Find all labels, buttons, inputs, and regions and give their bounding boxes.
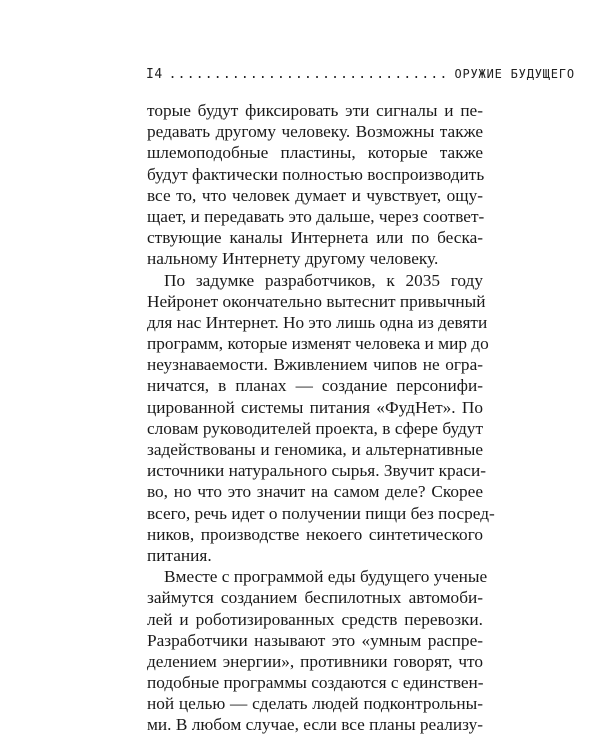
body-text [147, 100, 495, 736]
text-line: нальному Интернету другому человеку. [147, 249, 439, 269]
text-line: Нейронет окончательно вытеснит привычный [147, 291, 486, 311]
text-line: все то, что человек думает и чувствует, ощу- [147, 185, 483, 205]
text-line: для нас Интернет. Но это лишь одна из девяти [147, 312, 488, 332]
text-line: делением энергии», противники говорят, что [147, 651, 483, 671]
text-line: будут фактически полностью воспроизводить [147, 164, 485, 184]
text-line: программ, которые изменят человека и мир до [147, 334, 489, 354]
text-line: неузнаваемости. Вживлением чипов не огра- [147, 355, 483, 375]
text-line: ми. В любом случае, если все планы реализу- [147, 715, 483, 735]
text-line: Разработчики называют это «умным распре- [147, 630, 483, 650]
text-line: По задумке разработчиков, к 2035 году [164, 270, 483, 290]
text-line: редавать другому человеку. Возможны также [147, 122, 483, 142]
text-line: лей и роботизированных средств перевозки. [147, 609, 483, 629]
text-line: задействованы и геномика, и альтернативные [147, 440, 483, 459]
text-line: словам руководителей проекта, в сфере будут [147, 418, 483, 438]
text-line: во, но что это значит на самом деле? Скорее [147, 482, 483, 502]
text-line: ной целью — сделать людей подконтрольны- [147, 694, 483, 714]
running-title: ОРУЖИЕ БУДУЩЕГО [454, 67, 575, 81]
text-line: цированной системы питания «ФудНет». По [147, 397, 483, 417]
text-line: подобные программы создаются с единствен- [147, 673, 484, 693]
text-line: щает, и передавать это дальше, через соответ- [147, 206, 485, 226]
text-line: всего, речь идет о получении пищи без посред- [147, 503, 495, 523]
running-head [146, 67, 575, 87]
text-line: ников, производстве некоего синтетического [147, 524, 483, 544]
page-number: I4 [146, 67, 163, 82]
text-line: Вместе с программой еды будущего ученые [164, 567, 488, 587]
text-line: ничатся, в планах — создание персонифи- [147, 376, 483, 396]
text-line: ствующие каналы Интернета или по беска- [147, 228, 483, 248]
text-line: торые будут фиксировать эти сигналы и пе- [147, 101, 483, 120]
text-line: питания. [147, 545, 212, 565]
dot-leader: ............................... [168, 67, 449, 82]
text-line: источники натурального сырья. Звучит краси- [147, 461, 486, 481]
text-line: шлемоподобные пластины, которые также [147, 143, 483, 163]
text-line: займутся созданием беспилотных автомоби- [147, 588, 483, 608]
